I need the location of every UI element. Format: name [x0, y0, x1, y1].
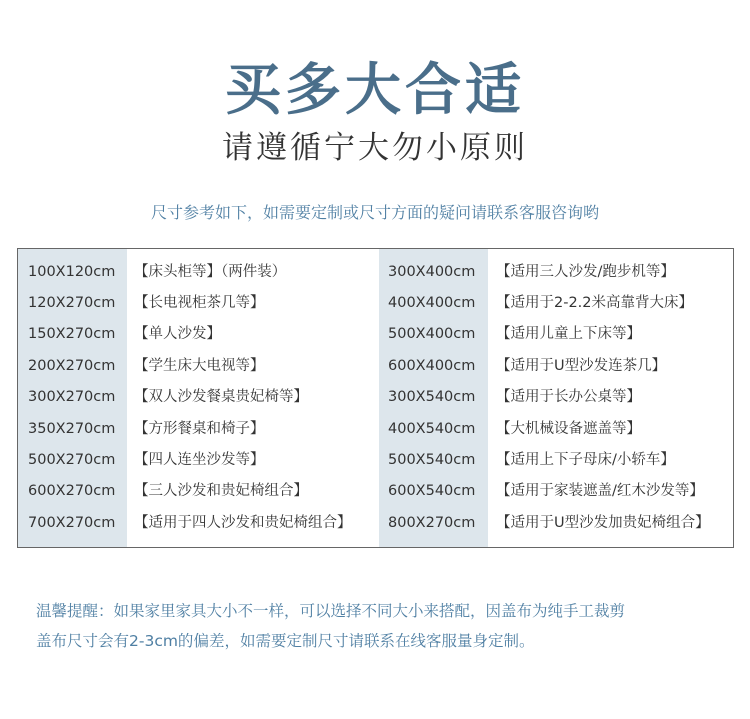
table-row: [18, 445, 733, 476]
use-left: 【学生床大电视等】: [134, 358, 265, 374]
size-left: 300X270cm: [28, 389, 116, 405]
use-right: 【适用于长办公桌等】: [496, 389, 641, 405]
reminder-note: [36, 596, 736, 656]
size-left: 350X270cm: [28, 421, 116, 437]
size-left: 700X270cm: [28, 515, 116, 531]
use-right: 【适用三人沙发/跑步机等】: [496, 264, 675, 280]
size-right: 500X540cm: [388, 452, 476, 468]
table-row: [18, 508, 733, 539]
size-left: 500X270cm: [28, 452, 116, 468]
size-right: 400X540cm: [388, 421, 476, 437]
table-row: [18, 319, 733, 350]
page-title: 买多大合适: [225, 58, 525, 123]
use-right: 【适用于2-2.2米高靠背大床】: [496, 295, 694, 311]
size-right: 600X540cm: [388, 483, 476, 499]
use-right: 【适用儿童上下床等】: [496, 326, 641, 342]
use-right: 【适用于U型沙发连茶几】: [496, 358, 667, 374]
use-right: 【大机械设备遮盖等】: [496, 421, 641, 437]
size-table: [17, 248, 734, 548]
size-reference-note: 尺寸参考如下，如需要定制或尺寸方面的疑问请联系客服咨询哟: [150, 203, 599, 222]
use-left: 【单人沙发】: [134, 326, 221, 342]
size-right: 500X400cm: [388, 326, 476, 342]
use-left: 【双人沙发餐桌贵妃椅等】: [134, 389, 308, 405]
size-right: 300X540cm: [388, 389, 476, 405]
use-right: 【适用上下子母床/小轿车】: [496, 452, 675, 468]
use-left: 【方形餐桌和椅子】: [134, 421, 265, 437]
table-row: [18, 288, 733, 319]
size-left: 120X270cm: [28, 295, 116, 311]
size-right: 800X270cm: [388, 515, 476, 531]
use-left: 【适用于四人沙发和贵妃椅组合】: [134, 515, 352, 531]
table-row: [18, 257, 733, 288]
use-left: 【长电视柜茶几等】: [134, 295, 265, 311]
table-row: [18, 476, 733, 507]
page-subtitle: 请遵循宁大勿小原则: [222, 130, 528, 166]
table-row: [18, 351, 733, 382]
reminder-line-1: 温馨提醒：如果家里家具大小不一样，可以选择不同大小来搭配，因盖布为纯手工裁剪: [36, 602, 626, 620]
use-right: 【适用于家装遮盖/红木沙发等】: [496, 483, 704, 499]
size-left: 600X270cm: [28, 483, 116, 499]
size-left: 200X270cm: [28, 358, 116, 374]
table-row: [18, 382, 733, 413]
use-left: 【三人沙发和贵妃椅组合】: [134, 483, 308, 499]
use-left: 【四人连坐沙发等】: [134, 452, 265, 468]
size-left: 100X120cm: [28, 264, 116, 280]
size-left: 150X270cm: [28, 326, 116, 342]
size-right: 300X400cm: [388, 264, 476, 280]
use-left: 【床头柜等】（两件装）: [134, 264, 287, 280]
size-right: 600X400cm: [388, 358, 476, 374]
use-right: 【适用于U型沙发加贵妃椅组合】: [496, 515, 710, 531]
table-row: [18, 414, 733, 445]
size-right: 400X400cm: [388, 295, 476, 311]
reminder-line-2: 盖布尺寸会有2-3cm的偏差，如需要定制尺寸请联系在线客服量身定制。: [36, 632, 535, 650]
